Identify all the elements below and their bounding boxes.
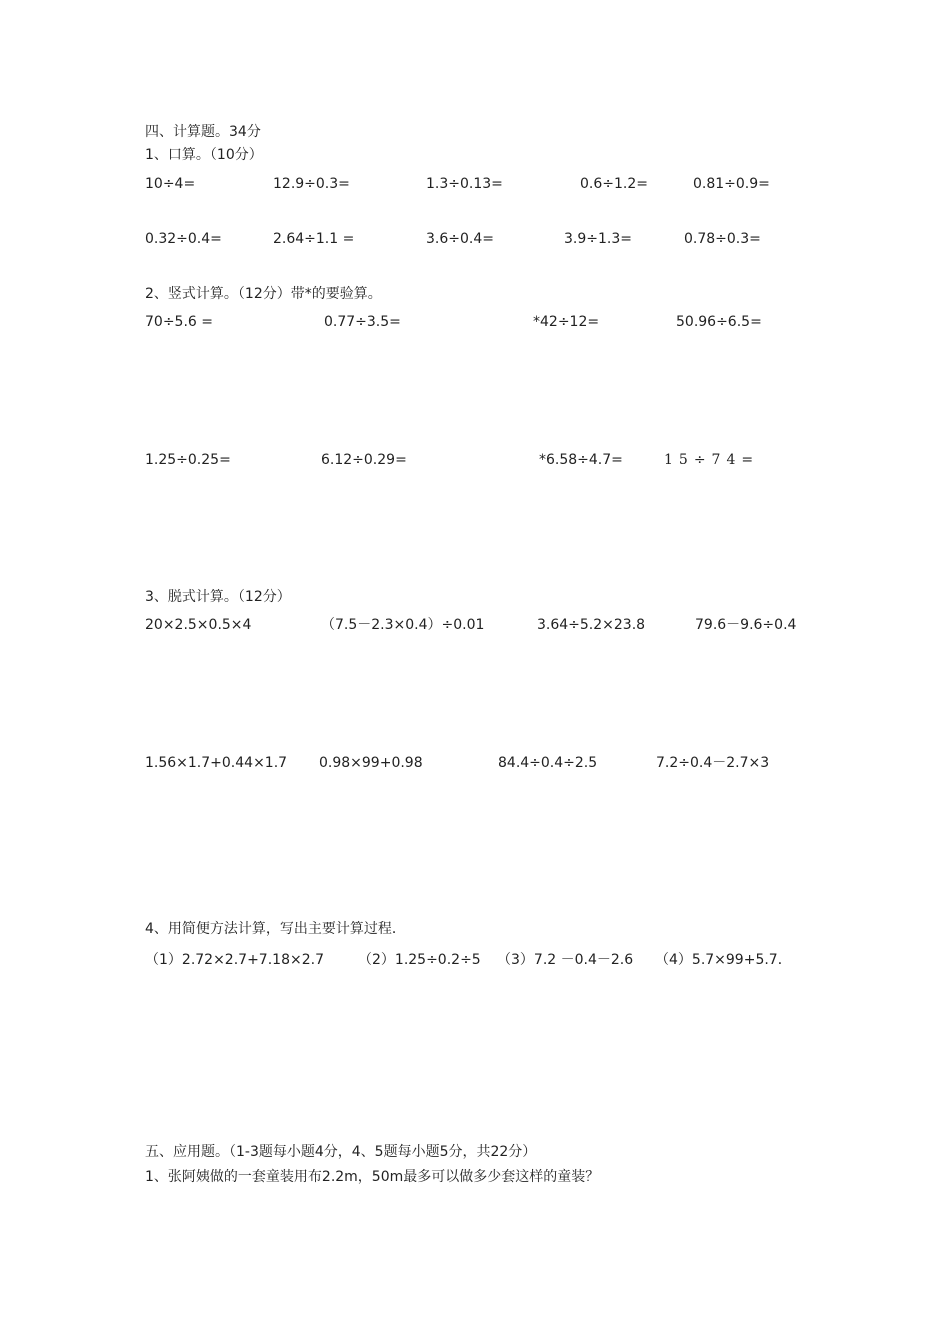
stepwise-problem: 79.6－9.6÷0.4: [695, 617, 797, 633]
stepwise-problem: 3.64÷5.2×23.8: [537, 617, 646, 633]
stepwise-problem: 7.2÷0.4－2.7×3: [656, 755, 770, 771]
vertical-problem: 70÷5.6 =: [145, 314, 213, 330]
oral-problem: 2.64÷1.1 =: [273, 231, 355, 247]
oral-problem: 3.9÷1.3=: [564, 231, 632, 247]
vertical-problem: 1.25÷0.25=: [145, 452, 231, 468]
oral-problem: 12.9÷0.3=: [273, 176, 350, 192]
section4-title: 四、计算题。34分: [145, 124, 261, 140]
application-question: 1、张阿姨做的一套童装用布2.2m，50m最多可以做多少套这样的童装？: [145, 1169, 600, 1185]
stepwise-problem: 20×2.5×0.5×4: [145, 617, 252, 633]
oral-problem: 3.6÷0.4=: [426, 231, 494, 247]
oral-problem: 10÷4=: [145, 176, 196, 192]
oral-problem: 0.6÷1.2=: [580, 176, 648, 192]
vertical-problem: *42÷12=: [533, 314, 600, 330]
stepwise-problem: 1.56×1.7+0.44×1.7: [145, 755, 288, 771]
oral-problem: 0.81÷0.9=: [693, 176, 770, 192]
stepwise-heading: 3、脱式计算。（12分）: [145, 589, 291, 605]
section5-title: 五、应用题。（1-3题每小题4分，4、5题每小题5分，共22分）: [145, 1144, 537, 1160]
vertical-problem: 15÷74=: [664, 452, 760, 468]
vertical-problem: 0.77÷3.5=: [324, 314, 401, 330]
vertical-problem: 50.96÷6.5=: [676, 314, 762, 330]
simplify-problem: （2）1.25÷0.2÷5: [358, 952, 481, 968]
vertical-problem: *6.58÷4.7=: [539, 452, 623, 468]
stepwise-problem: 0.98×99+0.98: [319, 755, 423, 771]
oral-heading: 1、口算。（10分）: [145, 147, 263, 163]
oral-problem: 0.78÷0.3=: [684, 231, 761, 247]
simplify-problem: （3）7.2 －0.4－2.6: [497, 952, 634, 968]
oral-problem: 1.3÷0.13=: [426, 176, 503, 192]
oral-problem: 0.32÷0.4=: [145, 231, 222, 247]
simplify-heading: 4、用简便方法计算，写出主要计算过程．: [145, 921, 406, 937]
vertical-problem: 6.12÷0.29=: [321, 452, 407, 468]
simplify-problem: （4）5.7×99+5.7．: [655, 952, 792, 968]
simplify-problem: （1）2.72×2.7+7.18×2.7: [145, 952, 324, 968]
stepwise-problem: 84.4÷0.4÷2.5: [498, 755, 598, 771]
vertical-heading: 2、竖式计算。（12分）带*的要验算。: [145, 286, 382, 302]
stepwise-problem: （7.5－2.3×0.4）÷0.01: [321, 617, 485, 633]
